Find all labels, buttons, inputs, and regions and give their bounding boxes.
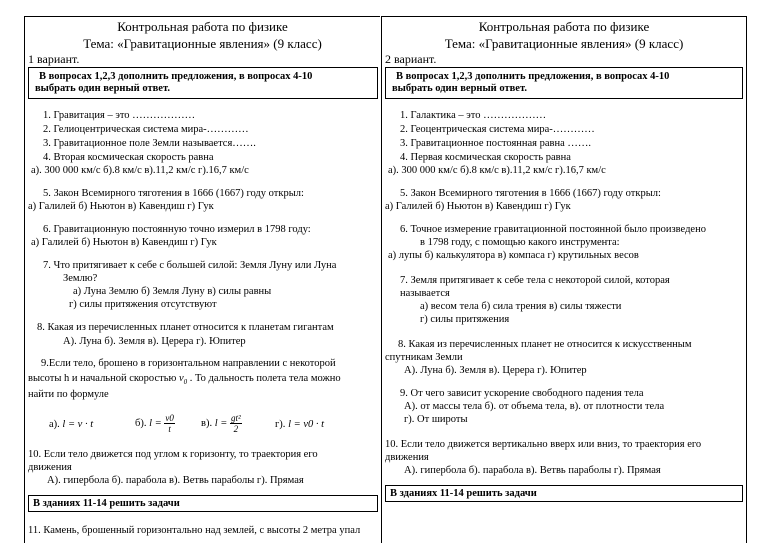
question-8-options: А). Луна б). Земля в). Церера г). Юпитер: [404, 365, 587, 376]
instruction-box: [28, 67, 378, 99]
question-1: 1. Гравитация – это ………………: [43, 110, 196, 121]
question-5: 5. Закон Всемирного тяготения в 1666 (1667) году открыл:: [43, 188, 304, 199]
question-6: 6. Гравитационную постоянную точно измерил в 1798 году:: [43, 224, 311, 235]
question-6-options: а) лупы б) калькулятора в) компаса г) крутильных весов: [388, 250, 639, 261]
question-8-line-1: 8. Какая из перечисленных планет не относится к искусственным: [398, 339, 692, 350]
instruction-box: [385, 67, 743, 99]
page-title: Контрольная работа по физике: [478, 19, 650, 34]
formula-b: б). l = $\frac{v0}{t}$: [135, 413, 174, 434]
question-5: 5. Закон Всемирного тяготения в 1666 (1667) году открыл:: [400, 188, 661, 199]
question-4: 4. Первая космическая скорость равна: [400, 152, 571, 163]
question-10-line-1: 10. Если тело движется вертикально вверх или вниз, то траектория его: [385, 439, 702, 450]
task-heading: В зданиях 11-14 решить задачи: [33, 498, 180, 509]
page-title: Контрольная работа по физике: [117, 19, 288, 34]
question-4-options: а). 300 000 км/с б).8 км/с в).11,2 км/с г).16,7 км/с: [388, 165, 606, 176]
question-7-line-2: называется: [400, 288, 450, 299]
formula-c: в). l = $\frac{\text{gt²}}{2}$: [201, 413, 241, 434]
question-7-line-2: Землю?: [63, 273, 98, 284]
question-6-line-2: в 1798 году, с помощью какого инструмента:: [420, 237, 620, 248]
instruction-line-1: В вопросах 1,2,3 дополнить предложения, в вопросах 4-10: [396, 71, 670, 82]
question-2: 2. Геоцентрическая система мира-…………: [400, 124, 595, 135]
question-8: 8. Какая из перечисленных планет относится к планетам гигантам: [37, 322, 334, 333]
question-7-options-2: г) силы притяжения: [420, 314, 510, 325]
question-9-line-3: найти по формуле: [28, 389, 109, 400]
question-5-options: а) Галилей б) Ньютон в) Кавендиш г) Гук: [28, 201, 214, 212]
page-subtitle: Тема: «Гравитационные явления» (9 класс): [83, 36, 322, 51]
instruction-line-2: выбрать один верный ответ.: [35, 83, 170, 94]
question-9-line-2: [28, 373, 341, 388]
task-box: [28, 495, 378, 512]
variant-label: 2 вариант.: [385, 52, 437, 66]
question-6-options: а) Галилей б) Ньютон в) Кавендиш г) Гук: [31, 237, 217, 248]
question-6-line-1: 6. Точное измерение гравитационной постоянной было произведено: [400, 224, 706, 235]
question-10-options: А). гипербола б). парабола в). Ветвь параболы г). Прямая: [404, 465, 661, 476]
question-4-options: а). 300 000 км/с б).8 км/с в).11,2 км/с г).16,7 км/с: [31, 165, 249, 176]
question-4: 4. Вторая космическая скорость равна: [43, 152, 214, 163]
variant-label: 1 вариант.: [28, 52, 80, 66]
question-11: 11. Камень, брошенный горизонтально над землей, с высоты 2 метра упал: [28, 525, 361, 536]
task-box: [385, 485, 743, 502]
question-2: 2. Гелиоцентрическая система мира-…………: [43, 124, 249, 135]
instruction-line-1: В вопросах 1,2,3 дополнить предложения, в вопросах 4-10: [39, 71, 313, 82]
question-9-text-post: . То дальность полета тела можно: [189, 373, 341, 384]
question-1: 1. Галактика – это ………………: [400, 110, 547, 121]
question-7-options-2: г) силы притяжения отсутствуют: [69, 299, 217, 310]
page-subtitle: Тема: «Гравитационные явления» (9 класс): [444, 36, 684, 51]
question-7-options-1: а) Луна Землю б) Земля Луну в) силы равны: [73, 286, 272, 297]
instruction-line-2: выбрать один верный ответ.: [392, 83, 527, 94]
formula-d: г). l = v0 · t: [275, 419, 325, 430]
question-10-line-2: движения: [385, 452, 429, 463]
question-9-text-pre: высоты h и начальной скоростью: [28, 373, 177, 384]
variant-1-column: [24, 16, 380, 543]
question-10-options: А). гипербола б). парабола в). Ветвь параболы г). Прямая: [47, 475, 304, 486]
question-7-options-1: а) весом тела б) сила трения в) силы тяжести: [420, 301, 622, 312]
question-8-options: А). Луна б). Земля в). Церера г). Юпитер: [63, 336, 246, 347]
question-9: 9. От чего зависит ускорение свободного падения тела: [400, 388, 644, 399]
question-8-line-2: спутникам Земли: [385, 352, 463, 363]
variant-2-column: [381, 16, 747, 543]
question-10-line-2: движения: [28, 462, 72, 473]
formula-a: а). l = v · t: [49, 419, 94, 430]
task-heading: В зданиях 11-14 решить задачи: [390, 488, 537, 499]
question-9-options-2: г). От широты: [404, 414, 468, 425]
question-9-options-1: А). от массы тела б). от объема тела, в). от плотности тела: [404, 401, 665, 412]
question-7-line-1: 7. Что притягивает к себе с большей силой: Земля Луну или Луна: [43, 260, 337, 271]
question-9-line-1: 9.Если тело, брошено в горизонтальном направлении с некоторой: [41, 358, 336, 369]
question-10-line-1: 10. Если тело движется под углом к горизонту, то траектория его: [28, 449, 318, 460]
v0-symbol: $v_0$: [178, 373, 188, 387]
question-5-options: а) Галилей б) Ньютон в) Кавендиш г) Гук: [385, 201, 571, 212]
question-7-line-1: 7. Земля притягивает к себе тела с некоторой силой, которая: [400, 275, 670, 286]
question-3: 3. Гравитационное поле Земли называется…….: [43, 138, 256, 149]
question-3: 3. Гравитационное постоянная равна …….: [400, 138, 592, 149]
